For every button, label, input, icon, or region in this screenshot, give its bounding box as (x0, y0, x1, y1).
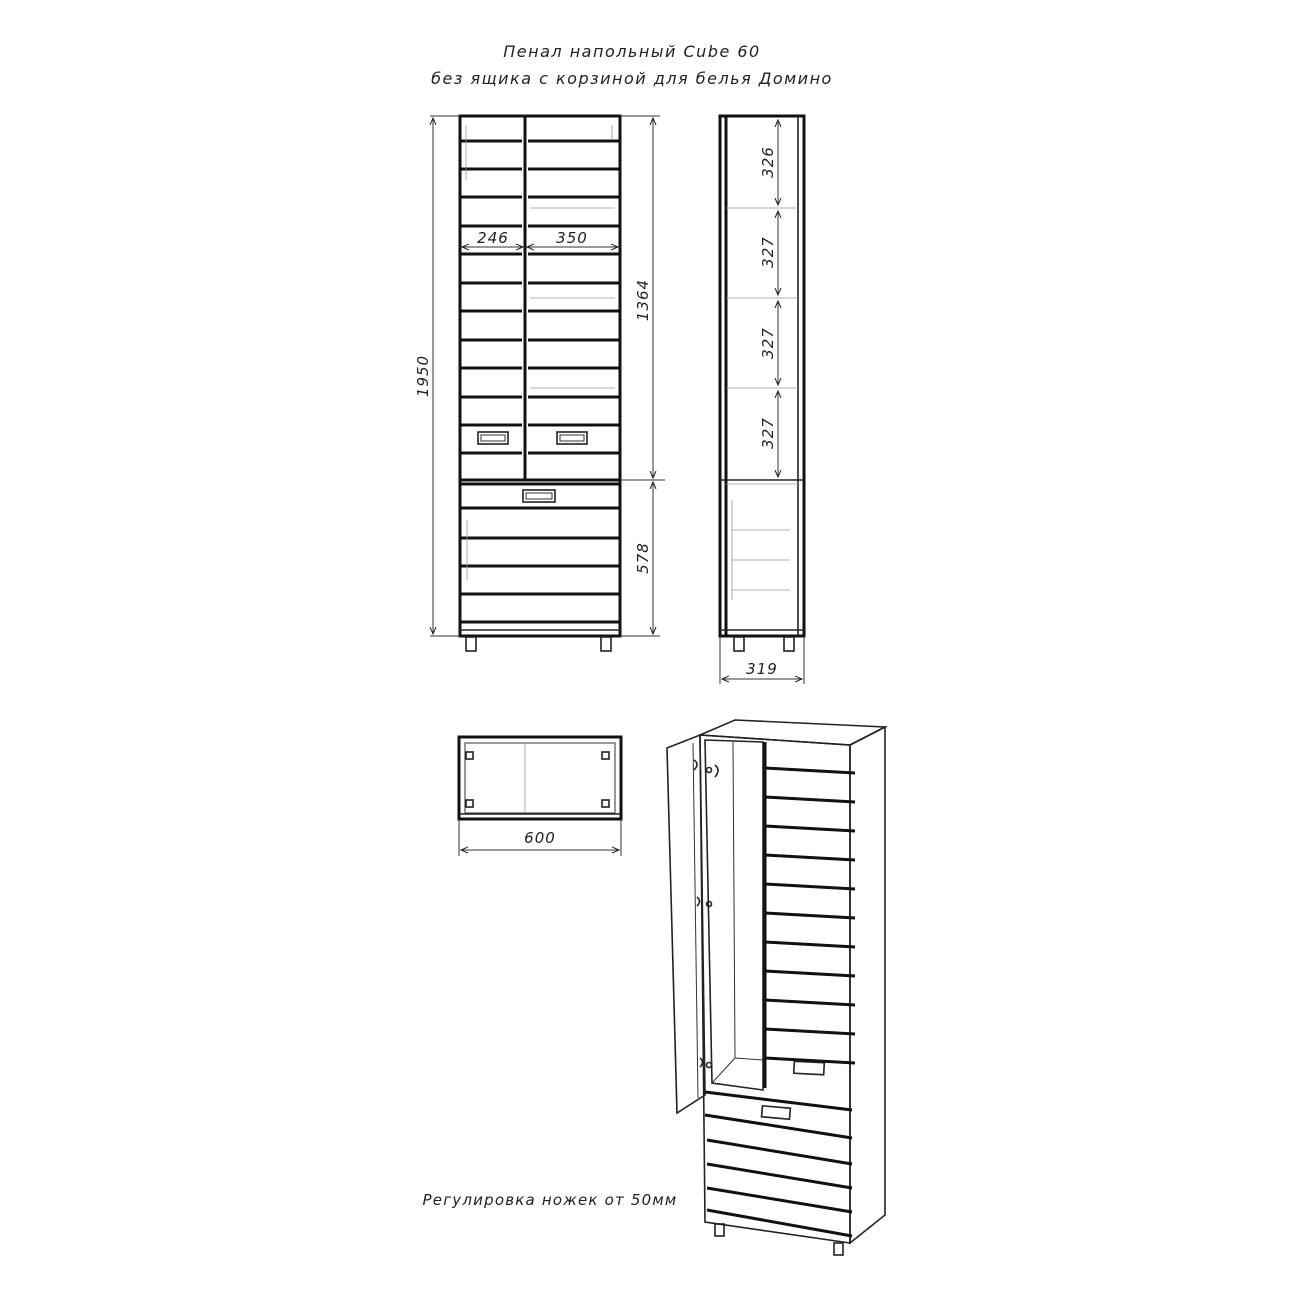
isometric-view (667, 720, 885, 1255)
front-view (414, 116, 665, 651)
iso-leg-front-left (715, 1224, 724, 1236)
front-right-door-slats (528, 141, 620, 453)
front-left-door-handle (478, 432, 508, 444)
iso-drawer-handle (762, 1106, 791, 1119)
top-view (459, 737, 621, 856)
dim-left-door-width: 246 (477, 229, 509, 247)
top-leg-fl (466, 752, 473, 759)
dim-lower-height: 578 (634, 542, 652, 574)
title-line-1: Пенал напольный Cube 60 (503, 42, 761, 61)
top-leg-bl (466, 800, 473, 807)
dim-depth: 319 (746, 660, 778, 678)
dim-shelf-3: 327 (759, 327, 777, 359)
side-view (720, 116, 804, 684)
title-line-2: без ящика с корзиной для белья Домино (431, 69, 833, 88)
top-leg-fr (602, 752, 609, 759)
front-body-outline (460, 116, 620, 636)
dim-shelf-1: 326 (759, 146, 777, 178)
iso-right-door-slats (765, 768, 855, 1063)
iso-door-handle (794, 1061, 825, 1075)
side-leg-front (734, 637, 744, 651)
dim-total-height: 1950 (414, 354, 432, 398)
front-left-door-slats (460, 141, 522, 453)
front-leg-left (466, 637, 476, 651)
front-lower-door-slats (460, 538, 620, 622)
iso-lower-slats (707, 1140, 852, 1236)
front-right-door-handle (557, 432, 587, 444)
legs-adjustment-note: Регулировка ножек от 50мм (422, 1191, 678, 1209)
dim-upper-height: 1364 (634, 278, 652, 322)
top-leg-br (602, 800, 609, 807)
dim-shelf-4: 327 (759, 417, 777, 449)
side-leg-back (784, 637, 794, 651)
dim-right-door-width: 350 (556, 229, 588, 247)
dim-shelf-2: 327 (759, 236, 777, 268)
iso-open-door (667, 735, 705, 1113)
side-body-outline (720, 116, 804, 636)
iso-leg-front-right (834, 1243, 843, 1255)
front-hidden-shelves (466, 125, 615, 388)
iso-side-face (850, 727, 885, 1243)
front-drawer-handle (523, 490, 555, 502)
front-leg-right (601, 637, 611, 651)
dim-width: 600 (524, 829, 556, 847)
top-body-outline (459, 737, 621, 819)
